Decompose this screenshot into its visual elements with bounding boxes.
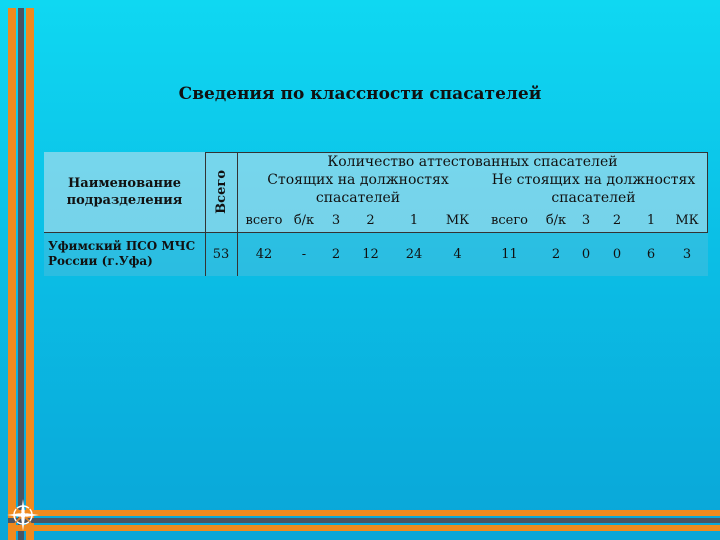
row-value: 2 [331, 246, 341, 262]
mchs-star-emblem-icon [6, 498, 40, 532]
subcol-header: 3 [331, 212, 341, 228]
row-value: 6 [646, 246, 656, 262]
subcol-header: б/к [293, 212, 315, 228]
row-value: 12 [362, 246, 379, 262]
subcol-header: всего [245, 212, 283, 228]
row-value: - [301, 246, 307, 262]
row-value: 24 [405, 246, 423, 262]
ribbon-stripe-bottom-middle [8, 518, 720, 523]
slide-title: Сведения по классности спасателей [178, 84, 542, 104]
table-divider-name [205, 152, 206, 276]
table-header-divider [44, 232, 708, 233]
column-header-unit-name: Наименование подразделения [66, 176, 183, 208]
row-value: 2 [551, 246, 561, 262]
column-header-total: Всего [213, 170, 229, 214]
subcol-header: 1 [646, 212, 656, 228]
group-header-certified: Количество аттестованных спасателей [327, 153, 618, 170]
subcol-header: 1 [409, 212, 419, 228]
rescuer-class-table [44, 152, 708, 276]
subcol-header: МК [675, 212, 699, 228]
row-unit-name: Уфимский ПСО МЧС России (г.Уфа) [48, 239, 196, 268]
ribbon-stripe-bottom-bottom [8, 525, 720, 531]
subgroup-header-on-positions: Стоящих на должностях спасателей [267, 172, 449, 206]
row-value: 4 [453, 246, 462, 262]
table-border-right [707, 152, 708, 232]
subcol-header: б/к [545, 212, 567, 228]
table-divider-total [237, 152, 238, 276]
subcol-header: МК [445, 212, 470, 228]
subgroup-header-not-on-positions: Не стоящих на должностях спасателей [491, 172, 696, 206]
subcol-header: 2 [366, 212, 375, 228]
subcol-header: 3 [581, 212, 591, 228]
row-value: 3 [682, 246, 692, 262]
row-value: 0 [581, 246, 591, 262]
table-border-top [205, 152, 708, 153]
row-value: 11 [501, 246, 518, 262]
row-value: 0 [612, 246, 622, 262]
ribbon-stripe-bottom-top [8, 510, 720, 516]
row-value: 42 [255, 246, 273, 262]
subcol-header: всего [491, 212, 528, 228]
subcol-header: 2 [612, 212, 622, 228]
row-total: 53 [212, 246, 230, 262]
column-header-total-cell [205, 152, 237, 232]
